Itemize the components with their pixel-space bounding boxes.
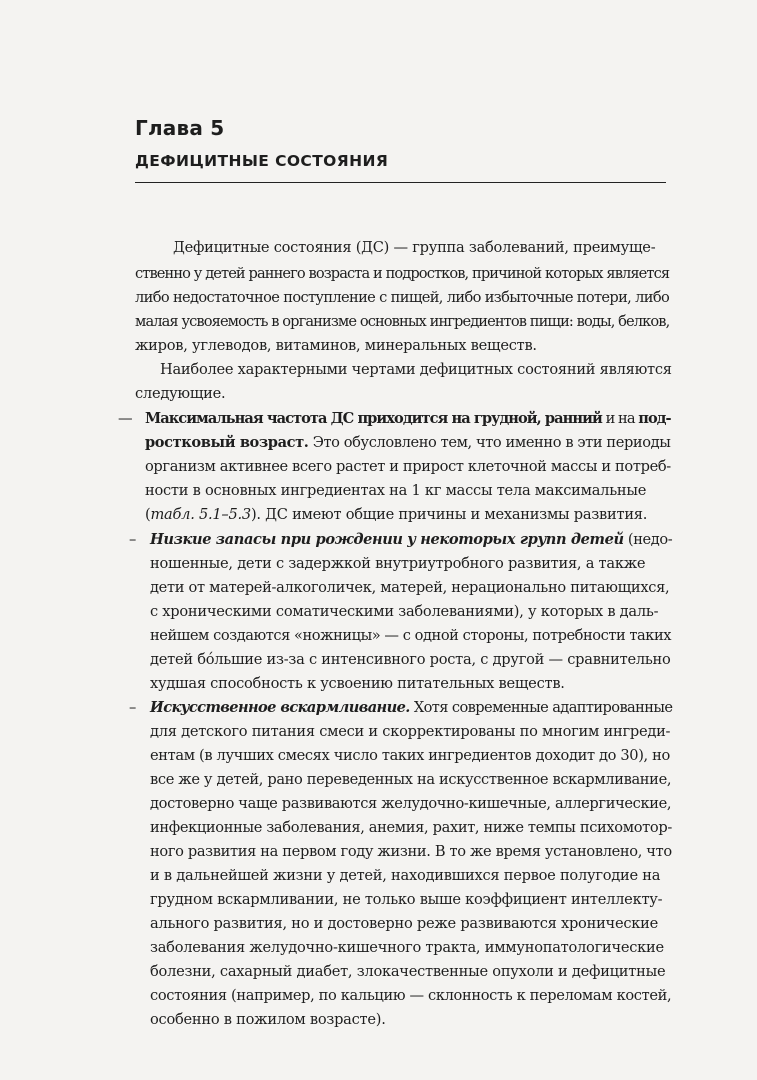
sub1-plain-text: (недо-	[623, 531, 673, 548]
sub2-line: все же у детей, рано переведенных на искусственное вскармливание,	[150, 771, 672, 788]
sub1-line: с хроническими соматическими заболеваниями), у которых в даль-	[150, 603, 659, 620]
item1-line-4: ности в основных ингредиентах на 1 кг массы тела максимальные	[145, 482, 647, 499]
table-reference: табл. 5.1–5.3	[150, 506, 251, 523]
sub1-line: худшая способность к усвоению питательных веществ.	[150, 675, 565, 692]
item1-bold-text: Максимальная частота ДС приходится на грудной, ранний	[145, 410, 602, 427]
sub2-plain-text: Хотя современные адаптированные	[409, 699, 673, 716]
title-divider	[135, 182, 666, 183]
sub1-heading: Низкие запасы при рождении у некоторых групп детей	[150, 531, 624, 548]
sublist-dash: –	[129, 699, 137, 716]
chapter-title: ДЕФИЦИТНЫЕ СОСТОЯНИЯ	[135, 152, 389, 170]
intro-line: малая усвояемость в организме основных ингредиентов пищи: воды, белков,	[135, 313, 670, 330]
sub2-line: ентам (в лучших смесях число таких ингредиентов доходит до 30), но	[150, 747, 670, 764]
paren-open: (	[145, 506, 151, 523]
sub2-line: ного развития на первом году жизни. В то же время установлено, что	[150, 843, 672, 860]
sub2-line: ального развития, но и достоверно реже развиваются хронические	[150, 915, 658, 932]
item1-bold-text-3: ростковый возраст.	[145, 434, 309, 451]
list-dash: —	[118, 410, 133, 427]
sub2-line-1	[150, 698, 672, 718]
sub2-line: состояния (например, по кальцию — склонность к переломам костей,	[150, 987, 672, 1004]
sub2-line: инфекционные заболевания, анемия, рахит, ниже темпы психомотор-	[150, 819, 672, 836]
sub2-line: заболевания желудочно-кишечного тракта, иммунопатологические	[150, 939, 664, 956]
sub2-line: достоверно чаще развиваются желудочно-кишечные, аллергические,	[150, 795, 672, 812]
item1-plain-text-3: ). ДС имеют общие причины и механизмы развития.	[250, 506, 648, 523]
item1-line-3: организм активнее всего растет и прирост клеточной массы и потреб-	[145, 458, 671, 475]
sub1-line-1	[150, 530, 672, 550]
features-intro-line: Наиболее характерными чертами дефицитных состояний являются	[160, 361, 672, 378]
sub1-line: дети от матерей-алкоголичек, матерей, нерационально питающихся,	[150, 579, 670, 596]
item1-line-5	[145, 505, 647, 525]
chapter-number: Глава 5	[135, 116, 225, 140]
intro-line: Дефицитные состояния (ДС) — группа заболеваний, преимуще-	[173, 239, 656, 256]
item1-plain-text-2: Это обусловлено тем, что именно в эти периоды	[308, 434, 671, 451]
intro-line: ственно у детей раннего возраста и подростков, причиной которых является	[135, 265, 670, 282]
features-intro-line: следующие.	[135, 385, 226, 402]
intro-line: жиров, углеводов, витаминов, минеральных веществ.	[135, 337, 537, 354]
sub2-line: грудном вскармливании, не только выше коэффициент интеллекту-	[150, 891, 663, 908]
sub2-line: для детского питания смеси и скорректированы по многим ингреди-	[150, 723, 671, 740]
sub1-line: ношенные, дети с задержкой внутриутробного развития, а также	[150, 555, 646, 572]
sub2-line: болезни, сахарный диабет, злокачественные опухоли и дефицитные	[150, 963, 666, 980]
item1-line-2	[145, 433, 670, 453]
sub2-line: особенно в пожилом возрасте).	[150, 1011, 386, 1028]
sub2-heading: Искусственное вскармливание.	[150, 699, 410, 716]
sublist-dash: –	[129, 531, 137, 548]
item1-line-1	[145, 409, 671, 429]
sub2-line: и в дальнейшей жизни у детей, находившихся первое полугодие на	[150, 867, 661, 884]
item1-bold-text-2: под-	[638, 410, 671, 427]
intro-line: либо недостаточное поступление с пищей, либо избыточные потери, либо	[135, 289, 670, 306]
sub1-line: нейшем создаются «ножницы» — с одной стороны, потребности таких	[150, 627, 672, 644]
sub1-line: детей бóльшие из-за с интенсивного роста, с другой — сравнительно	[150, 651, 671, 668]
item1-plain-text: и на	[601, 410, 639, 427]
